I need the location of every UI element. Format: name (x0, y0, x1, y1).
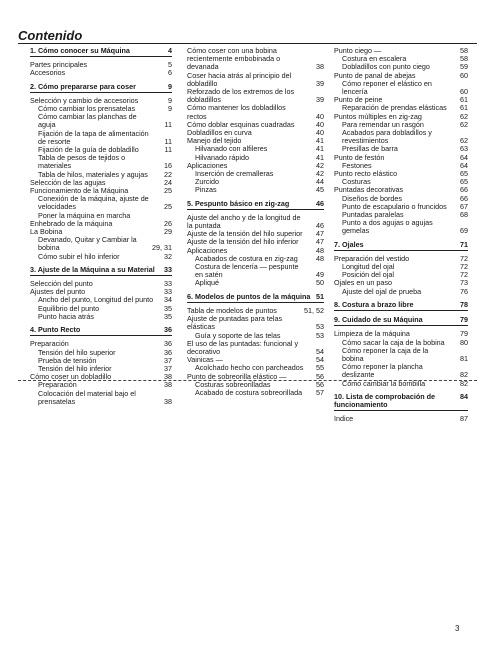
toc-page-ref: 40 (316, 119, 324, 129)
toc-section-heading (30, 47, 172, 57)
toc-entry-title: Cómo coser un dobladillo (30, 372, 112, 382)
toc-entry-title: 6. Modelos de puntos de la máquina (187, 291, 311, 301)
toc-page-ref: 9 (168, 104, 172, 114)
toc-page-ref: 62 (460, 119, 468, 129)
toc-entry-title: Cómo sacar la caja de la bobina (342, 337, 445, 347)
toc-page-ref: 38 (164, 380, 172, 390)
toc-entry-title: Enhebrado de la máquina (30, 218, 113, 228)
toc-page-ref: 38 (164, 372, 172, 382)
toc-page-ref: 25 (164, 186, 172, 196)
toc-entry-title: Acabados de costura en zig-zag (195, 253, 298, 263)
toc-entry-title: Punto a dos agujas o agujas gemelas (342, 218, 433, 236)
toc-page-ref: 33 (164, 287, 172, 297)
toc-page-ref: 51, 52 (304, 305, 324, 315)
toc-page-ref: 62 (460, 136, 468, 146)
toc-page-ref: 59 (460, 62, 468, 72)
toc-entry-title: Apliqué (195, 278, 219, 288)
toc-page-ref: 51 (316, 291, 324, 301)
toc-page-ref: 58 (460, 54, 468, 64)
toc-entry-title: Aplicaciones (187, 245, 228, 255)
toc-entry-title: Fijación de la tapa de alimentación de resorte (38, 128, 149, 146)
toc-entry-title: Hilvanado rápido (195, 152, 249, 162)
toc-page-ref: 60 (460, 70, 468, 80)
title-rule (18, 43, 477, 44)
toc-entry-title: Preparación (38, 380, 77, 390)
toc-page-ref: 54 (316, 346, 324, 356)
toc-entry-title: Preparación (30, 339, 69, 349)
toc-page-ref: 81 (460, 353, 468, 363)
toc-entry-title: Ancho del punto, Longitud del punto (38, 295, 154, 305)
toc-entry (187, 72, 324, 88)
toc-entry (187, 340, 324, 356)
toc-page-ref: 45 (316, 185, 324, 195)
toc-page-ref: 62 (460, 111, 468, 121)
toc-page-ref: 56 (316, 371, 324, 381)
toc-page-ref: 33 (164, 264, 172, 274)
toc-entry-title: Pinzas (195, 185, 217, 195)
toc-entry-title: Cómo doblar esquinas cuadradas (187, 119, 295, 129)
toc-section-heading (30, 266, 172, 276)
toc-entry-title: Posición del ojal (342, 270, 394, 280)
toc-entry-title: Devanado, Quitar y Cambiar la bobina (38, 235, 137, 253)
toc-page-ref: 40 (316, 128, 324, 138)
toc-entry-title: Cómo mantener los dobladillos rectos (187, 103, 286, 121)
toc-page-ref: 9 (168, 95, 172, 105)
toc-entry-title: Ajuste del ojal de prueba (342, 286, 422, 296)
toc-entry (187, 214, 324, 230)
toc-page-ref: 47 (316, 229, 324, 239)
toc-entry (30, 113, 172, 129)
toc-entry-title: Selección de las agujas (30, 177, 106, 187)
toc-page-ref: 64 (460, 160, 468, 170)
toc-entry-title: Costura de lencería — pespunte en satén (195, 262, 299, 280)
toc-page-ref: 57 (316, 387, 324, 397)
toc-entry-title: Funcionamiento de la Máquina (30, 186, 129, 196)
toc-column-2 (187, 47, 324, 397)
toc-entry-title: Vainicas — (187, 355, 223, 365)
toc-entry-title: Acolchado hecho con parcheados (195, 363, 304, 373)
toc-page-ref: 38 (316, 62, 324, 72)
toc-entry-title: 4. Punto Recto (30, 325, 81, 335)
page-title: Contenido (18, 28, 83, 43)
toc-page-ref: 79 (460, 315, 468, 325)
toc-entry-title: Tensión del hilo superior (38, 347, 116, 357)
toc-entry (187, 279, 324, 287)
toc-entry-title: 3. Ajuste de la Máquina a su Material (30, 264, 155, 274)
toc-entry (334, 288, 468, 296)
toc-page-ref: 60 (460, 87, 468, 97)
toc-entry-title: Punto de festón (334, 152, 385, 162)
toc-entry-title: Fijación de la guía de dobladillo (38, 145, 139, 155)
toc-page-ref: 72 (460, 270, 468, 280)
toc-page-ref: 69 (460, 226, 468, 236)
toc-page-ref: 64 (460, 152, 468, 162)
toc-page-ref: 39 (316, 78, 324, 88)
toc-page-ref: 54 (316, 355, 324, 365)
toc-entry (30, 313, 172, 321)
toc-entry-title: Punto de sobreorilla elástico — (187, 371, 287, 381)
toc-page-ref: 22 (164, 169, 172, 179)
toc-entry-title: 7. Ojales (334, 239, 364, 249)
toc-entry-title: 9. Cuidado de su Máquina (334, 315, 423, 325)
toc-entry-title: Reparación de prendas elásticas (342, 103, 447, 113)
toc-page-ref: 66 (460, 193, 468, 203)
toc-entry-title: Costuras (342, 177, 371, 187)
toc-section-heading (30, 326, 172, 336)
toc-entry (187, 315, 324, 331)
toc-entry-title: Tabla de hilos, materiales y agujas (38, 169, 148, 179)
toc-entry-title: Tabla de modelos de puntos (187, 305, 277, 315)
toc-entry-title: Ojales en un paso (334, 278, 392, 288)
toc-entry (187, 47, 324, 72)
toc-entry-title: 1. Cómo conocer su Máquina (30, 46, 130, 55)
toc-page-ref: 73 (460, 278, 468, 288)
toc-entry (334, 347, 468, 363)
toc-entry-title: Longitud del ojal (342, 262, 395, 272)
toc-page-ref: 36 (164, 339, 172, 349)
toc-entry-title: Tabla de pesos de tejidos o materiales (38, 153, 126, 171)
toc-entry-title: Equilibrio del punto (38, 303, 100, 313)
toc-page-ref: 44 (316, 177, 324, 187)
toc-entry (30, 130, 172, 146)
toc-page-ref: 5 (168, 60, 172, 70)
toc-page-ref: 4 (168, 46, 172, 55)
toc-page-ref: 41 (316, 136, 324, 146)
toc-entry-title: Tensión del hilo inferior (38, 363, 112, 373)
toc-entry-title: Indice (334, 414, 354, 424)
toc-entry-title: Preparación del vestido (334, 253, 410, 263)
toc-page-ref: 78 (460, 299, 468, 309)
toc-section-heading (334, 393, 468, 411)
toc-entry (30, 69, 172, 77)
toc-page-ref: 29, 31 (152, 243, 172, 253)
toc-entry-title: Limpieza de la máquina (334, 329, 410, 339)
toc-entry-title: Coser hacia atrás al principio del dobladillo (187, 70, 292, 88)
toc-entry (30, 390, 172, 406)
toc-entry-title: Selección y cambio de accesorios (30, 95, 139, 105)
toc-entry-title: Punto ciego — (334, 46, 382, 55)
toc-entry-title: Prueba de tensión (38, 355, 97, 365)
toc-page-ref: 48 (316, 245, 324, 255)
toc-entry-title: Cómo cambiar los prensatelas (38, 104, 136, 114)
bottom-rule (18, 380, 477, 381)
toc-page-ref: 34 (164, 295, 172, 305)
toc-page-ref: 37 (164, 363, 172, 373)
toc-page-ref: 26 (164, 218, 172, 228)
page-number: 3 (455, 624, 460, 633)
toc-page-ref: 72 (460, 253, 468, 263)
toc-entry-title: Diseños de bordes (342, 193, 402, 203)
toc-page-ref: 79 (460, 329, 468, 339)
toc-page-ref: 46 (316, 198, 324, 208)
toc-entry-title: Guía y soporte de las telas (195, 330, 281, 340)
toc-section-heading (187, 200, 324, 210)
toc-entry-title: La Bobina (30, 227, 63, 237)
toc-column-3 (334, 47, 468, 423)
toc-page-ref: 41 (316, 152, 324, 162)
toc-page-ref: 35 (164, 303, 172, 313)
toc-page-ref: 42 (316, 160, 324, 170)
toc-page-ref: 11 (164, 136, 172, 146)
toc-entry-title: Puntadas decorativas (334, 185, 404, 195)
toc-page-ref: 24 (164, 177, 172, 187)
toc-section-heading (187, 293, 324, 303)
toc-entry-title: Cómo coser con una bobina recientemente embobinada o devanada (187, 46, 281, 72)
toc-entry-title: Punto de escapulario o fruncidos (342, 201, 447, 211)
toc-entry-title: Ajuste del ancho y de la longitud de la puntada (187, 212, 301, 231)
toc-page-ref: 36 (164, 347, 172, 357)
toc-page-ref: 39 (316, 95, 324, 105)
toc-section-heading (334, 241, 468, 251)
toc-page-ref: 65 (460, 169, 468, 179)
toc-entry-title: Reforzado de los extremos de los dobladillos (187, 87, 295, 105)
toc-section-heading (30, 83, 172, 93)
toc-page-ref: 11 (164, 145, 172, 155)
toc-entry-title: Costuras sobreorilladas (195, 379, 271, 389)
toc-page-ref: 25 (164, 202, 172, 212)
toc-entry (30, 195, 172, 211)
toc-entry-title: Dobladillos en curva (187, 128, 252, 138)
toc-page-ref: 33 (164, 279, 172, 289)
toc-entry (30, 236, 172, 252)
toc-page-ref: 32 (164, 251, 172, 261)
toc-page-ref: 48 (316, 253, 324, 263)
toc-entry-title: Costura en escalera (342, 54, 407, 64)
toc-entry (30, 154, 172, 170)
toc-page-ref: 66 (460, 185, 468, 195)
toc-page-ref: 58 (460, 46, 468, 55)
toc-page-ref: 82 (460, 370, 468, 380)
toc-page-ref: 67 (460, 201, 468, 211)
toc-entry-title: Acabados para dobladillos y revestimientos (342, 128, 432, 146)
toc-entry-title: 10. Lista de comprobación de funcionamiento (334, 391, 436, 409)
toc-page-ref: 63 (460, 144, 468, 154)
toc-entry-title: Cómo subir el hilo inferior (38, 251, 120, 261)
toc-entry-title: El uso de las puntadas: funcional y decorativo (187, 338, 299, 356)
toc-entry-title: Cómo cambiar la bombilla (342, 378, 426, 388)
toc-entry-title: Accesorios (30, 68, 66, 78)
toc-entry-title: Puntos múltiples en zig-zag (334, 111, 422, 121)
toc-entry-title: Ajuste de la tensión del hilo superior (187, 229, 303, 239)
toc-page-ref: 76 (460, 286, 468, 296)
toc-entry-title: Cómo reponer el elástico en lencería (342, 78, 432, 97)
toc-page-ref: 80 (460, 337, 468, 347)
toc-entry (187, 186, 324, 194)
toc-page-ref: 55 (316, 363, 324, 373)
toc-entry (334, 415, 468, 423)
toc-page-ref: 49 (316, 270, 324, 280)
toc-page-ref: 36 (164, 325, 172, 335)
toc-page-ref: 61 (460, 95, 468, 105)
toc-entry-title: Para remendar un rasgón (342, 119, 424, 129)
toc-page-ref: 56 (316, 379, 324, 389)
toc-page-ref: 61 (460, 103, 468, 113)
toc-entry-title: Partes principales (30, 60, 88, 70)
toc-entry-title: Puntadas paralelas (342, 210, 404, 220)
toc-page-ref: 84 (460, 391, 468, 401)
toc-entry-title: Punto de panal de abejas (334, 70, 416, 80)
toc-entry (334, 219, 468, 235)
toc-page-ref: 42 (316, 169, 324, 179)
toc-page-ref: 68 (460, 210, 468, 220)
toc-page-ref: 47 (316, 237, 324, 247)
toc-entry (334, 129, 468, 145)
toc-entry-title: Punto hacia atrás (38, 311, 94, 321)
toc-entry (187, 263, 324, 279)
toc-entry-title: Presillas de barra (342, 144, 398, 154)
toc-entry-title: Poner la máquina en marcha (38, 210, 131, 220)
toc-section-heading (334, 301, 468, 311)
toc-page-ref: 87 (460, 414, 468, 424)
toc-entry (187, 104, 324, 120)
toc-page-ref: 6 (168, 68, 172, 78)
toc-column-1 (30, 47, 172, 406)
toc-page-ref: 29 (164, 227, 172, 237)
toc-entry (30, 253, 172, 261)
toc-entry-title: Dobladillos con punto ciego (342, 62, 430, 72)
toc-section-heading (334, 316, 468, 326)
toc-entry-title: Ajuste de puntadas para telas elásticas (187, 314, 283, 332)
toc-page-ref: 37 (164, 355, 172, 365)
toc-page-ref: 71 (460, 239, 468, 249)
toc-entry (334, 80, 468, 96)
toc-entry-title: Cómo cambiar las planchas de aguja (38, 112, 137, 130)
toc-entry-title: 5. Pespunto básico en zig-zag (187, 198, 290, 208)
toc-page-ref: 72 (460, 262, 468, 272)
toc-page-ref: 40 (316, 111, 324, 121)
toc-entry-title: Zurcido (195, 177, 219, 187)
toc-page-ref: 16 (164, 161, 172, 171)
toc-entry-title: Punto de peine (334, 95, 383, 105)
toc-page-ref: 41 (316, 144, 324, 154)
toc-entry-title: Acabado de costura sobreorillada (195, 387, 303, 397)
toc-entry-title: Cómo reponer la plancha deslizante (342, 362, 423, 380)
toc-entry-title: 2. Cómo prepararse para coser (30, 81, 136, 91)
toc-entry-title: Inserción de cremalleras (195, 169, 274, 179)
toc-entry-title: Manejo del tejido (187, 136, 242, 146)
toc-page-ref: 11 (164, 120, 172, 130)
toc-page-ref: 38 (164, 396, 172, 406)
toc-page-ref: 65 (460, 177, 468, 187)
toc-page-ref: 53 (316, 330, 324, 340)
toc-entry-title: Ajustes del punto (30, 287, 86, 297)
toc-entry-title: Festones (342, 160, 372, 170)
toc-entry-title: Selección del punto (30, 279, 93, 289)
toc-page-ref: 82 (460, 378, 468, 388)
toc-entry-title: Punto recto elástico (334, 169, 398, 179)
toc-entry (334, 363, 468, 379)
toc-entry-title: Colocación del material bajo el prensatelas (38, 388, 136, 406)
toc-entry-title: Ajuste de la tensión del hilo inferior (187, 237, 299, 247)
toc-entry-title: Conexión de la máquina, ajuste de velocidades (38, 194, 149, 212)
toc-entry-title: Hilvanado con alfileres (195, 144, 268, 154)
toc-page-ref: 53 (316, 322, 324, 332)
toc-page-ref: 9 (168, 81, 172, 91)
toc-entry (187, 389, 324, 397)
toc-entry-title: 8. Costura a brazo libre (334, 299, 414, 309)
toc-entry (187, 88, 324, 104)
toc-page-ref: 50 (316, 278, 324, 288)
toc-page-ref: 35 (164, 311, 172, 321)
toc-entry-title: Aplicaciones (187, 160, 228, 170)
toc-entry-title: Cómo reponer la caja de la bobina (342, 345, 429, 363)
toc-page-ref: 46 (316, 221, 324, 231)
